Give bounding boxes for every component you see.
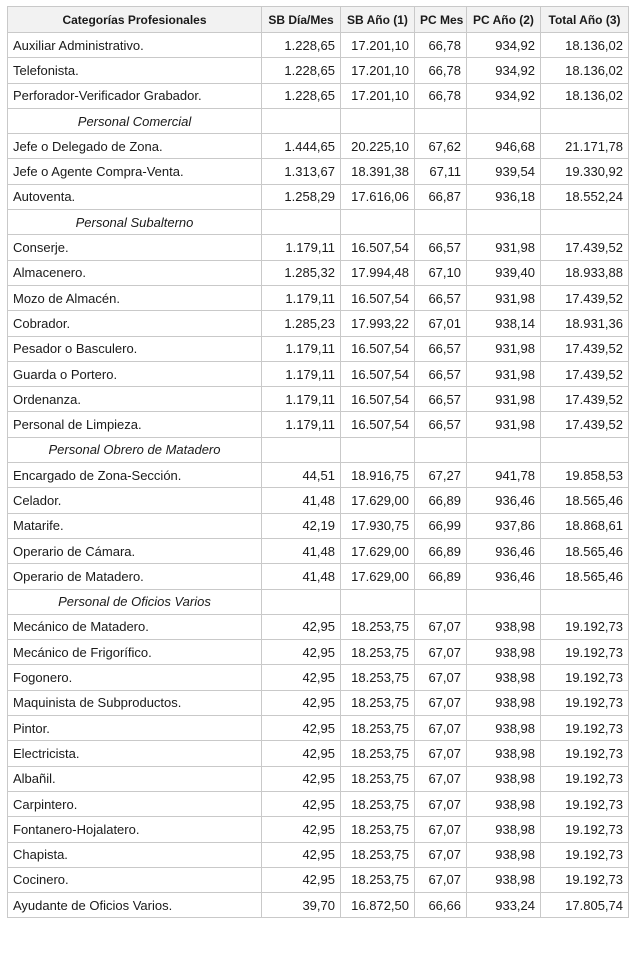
cell-categoria: Auxiliar Administrativo. <box>8 33 262 58</box>
cell-categoria: Operario de Matadero. <box>8 564 262 589</box>
cell-pc-mes: 66,57 <box>415 336 467 361</box>
cell-sb-dia-mes: 1.179,11 <box>262 235 341 260</box>
cell-sb-dia-mes: 1.179,11 <box>262 361 341 386</box>
cell-sb-ano: 18.253,75 <box>341 842 415 867</box>
cell-pc-mes: 67,07 <box>415 690 467 715</box>
cell-total-ano: 18.136,02 <box>541 58 629 83</box>
table-row <box>8 842 629 867</box>
cell-sb-dia-mes: 41,48 <box>262 488 341 513</box>
table-body <box>8 33 629 918</box>
cell-sb-dia-mes: 41,48 <box>262 564 341 589</box>
cell-sb-ano: 16.507,54 <box>341 235 415 260</box>
cell-pc-ano: 934,92 <box>467 58 541 83</box>
table-row <box>8 614 629 639</box>
cell-pc-ano: 938,98 <box>467 867 541 892</box>
table-row <box>8 463 629 488</box>
table-row <box>8 867 629 892</box>
cell-categoria: Autoventa. <box>8 184 262 209</box>
table-row <box>8 791 629 816</box>
cell-sb-dia-mes: 42,95 <box>262 640 341 665</box>
cell-total-ano: 17.439,52 <box>541 361 629 386</box>
cell-pc-mes: 66,89 <box>415 488 467 513</box>
cell-pc-ano: 938,98 <box>467 791 541 816</box>
cell-categoria: Maquinista de Subproductos. <box>8 690 262 715</box>
cell-categoria: Encargado de Zona-Sección. <box>8 463 262 488</box>
cell-pc-mes: 66,78 <box>415 83 467 108</box>
cell-total-ano: 18.933,88 <box>541 260 629 285</box>
cell-pc-ano: 933,24 <box>467 893 541 918</box>
cell-pc-ano: 938,98 <box>467 716 541 741</box>
header-row <box>8 7 629 33</box>
cell-sb-dia-mes: 1.228,65 <box>262 83 341 108</box>
table-row <box>8 893 629 918</box>
empty-cell <box>262 108 341 133</box>
cell-categoria: Personal de Limpieza. <box>8 412 262 437</box>
cell-total-ano: 19.192,73 <box>541 766 629 791</box>
cell-sb-dia-mes: 1.179,11 <box>262 336 341 361</box>
cell-pc-ano: 946,68 <box>467 134 541 159</box>
cell-categoria: Ordenanza. <box>8 387 262 412</box>
cell-categoria: Ayudante de Oficios Varios. <box>8 893 262 918</box>
table-row <box>8 235 629 260</box>
salary-table <box>7 6 629 918</box>
cell-categoria: Fontanero-Hojalatero. <box>8 817 262 842</box>
cell-sb-dia-mes: 1.313,67 <box>262 159 341 184</box>
table-row <box>8 260 629 285</box>
cell-categoria: Telefonista. <box>8 58 262 83</box>
cell-sb-dia-mes: 44,51 <box>262 463 341 488</box>
empty-cell <box>341 108 415 133</box>
cell-sb-dia-mes: 42,95 <box>262 867 341 892</box>
table-header <box>8 7 629 33</box>
cell-sb-dia-mes: 1.285,23 <box>262 311 341 336</box>
cell-total-ano: 19.192,73 <box>541 665 629 690</box>
cell-categoria: Guarda o Portero. <box>8 361 262 386</box>
cell-pc-mes: 66,57 <box>415 285 467 310</box>
cell-pc-ano: 938,98 <box>467 614 541 639</box>
cell-total-ano: 18.136,02 <box>541 33 629 58</box>
cell-categoria: Jefe o Agente Compra-Venta. <box>8 159 262 184</box>
cell-sb-dia-mes: 42,95 <box>262 614 341 639</box>
cell-pc-ano: 939,54 <box>467 159 541 184</box>
cell-sb-ano: 17.201,10 <box>341 33 415 58</box>
cell-total-ano: 18.565,46 <box>541 564 629 589</box>
cell-sb-ano: 17.201,10 <box>341 83 415 108</box>
cell-sb-dia-mes: 1.444,65 <box>262 134 341 159</box>
cell-sb-ano: 16.507,54 <box>341 387 415 412</box>
cell-pc-mes: 67,01 <box>415 311 467 336</box>
header-categorias: Categorías Profesionales <box>8 7 262 33</box>
empty-cell <box>541 589 629 614</box>
cell-categoria: Operario de Cámara. <box>8 538 262 563</box>
cell-pc-ano: 936,18 <box>467 184 541 209</box>
cell-sb-dia-mes: 1.179,11 <box>262 285 341 310</box>
cell-categoria: Mecánico de Matadero. <box>8 614 262 639</box>
cell-pc-mes: 67,07 <box>415 817 467 842</box>
cell-total-ano: 19.192,73 <box>541 791 629 816</box>
section-row <box>8 589 629 614</box>
cell-sb-dia-mes: 42,95 <box>262 665 341 690</box>
empty-cell <box>341 437 415 462</box>
cell-pc-ano: 931,98 <box>467 387 541 412</box>
table-row <box>8 564 629 589</box>
cell-pc-ano: 941,78 <box>467 463 541 488</box>
cell-sb-ano: 18.253,75 <box>341 640 415 665</box>
cell-pc-mes: 67,07 <box>415 665 467 690</box>
section-row <box>8 108 629 133</box>
cell-pc-mes: 66,78 <box>415 33 467 58</box>
cell-total-ano: 19.858,53 <box>541 463 629 488</box>
cell-total-ano: 17.439,52 <box>541 412 629 437</box>
cell-pc-mes: 66,57 <box>415 387 467 412</box>
empty-cell <box>541 210 629 235</box>
cell-pc-mes: 67,07 <box>415 614 467 639</box>
cell-total-ano: 18.931,36 <box>541 311 629 336</box>
cell-categoria: Mecánico de Frigorífico. <box>8 640 262 665</box>
cell-pc-ano: 938,98 <box>467 690 541 715</box>
cell-sb-dia-mes: 42,95 <box>262 741 341 766</box>
table-row <box>8 134 629 159</box>
cell-total-ano: 19.192,73 <box>541 640 629 665</box>
cell-sb-ano: 17.930,75 <box>341 513 415 538</box>
cell-pc-mes: 66,78 <box>415 58 467 83</box>
cell-sb-ano: 18.391,38 <box>341 159 415 184</box>
cell-sb-ano: 18.253,75 <box>341 690 415 715</box>
empty-cell <box>415 108 467 133</box>
cell-categoria: Perforador-Verificador Grabador. <box>8 83 262 108</box>
cell-pc-mes: 67,07 <box>415 766 467 791</box>
cell-pc-mes: 67,07 <box>415 842 467 867</box>
cell-pc-ano: 938,14 <box>467 311 541 336</box>
table-row <box>8 665 629 690</box>
cell-pc-ano: 937,86 <box>467 513 541 538</box>
table-row <box>8 184 629 209</box>
header-pc-mes: PC Mes <box>415 7 467 33</box>
cell-categoria: Conserje. <box>8 235 262 260</box>
cell-pc-ano: 936,46 <box>467 564 541 589</box>
table-row <box>8 336 629 361</box>
empty-cell <box>467 437 541 462</box>
cell-pc-ano: 931,98 <box>467 285 541 310</box>
cell-total-ano: 18.565,46 <box>541 538 629 563</box>
cell-sb-ano: 18.253,75 <box>341 665 415 690</box>
empty-cell <box>262 210 341 235</box>
cell-pc-ano: 931,98 <box>467 235 541 260</box>
section-label: Personal Obrero de Matadero <box>8 437 262 462</box>
cell-categoria: Pintor. <box>8 716 262 741</box>
cell-pc-ano: 931,98 <box>467 336 541 361</box>
empty-cell <box>467 589 541 614</box>
cell-sb-ano: 16.507,54 <box>341 361 415 386</box>
cell-pc-ano: 934,92 <box>467 83 541 108</box>
cell-pc-mes: 67,11 <box>415 159 467 184</box>
cell-pc-mes: 67,10 <box>415 260 467 285</box>
cell-sb-dia-mes: 1.228,65 <box>262 58 341 83</box>
cell-sb-ano: 16.507,54 <box>341 336 415 361</box>
cell-categoria: Celador. <box>8 488 262 513</box>
cell-pc-ano: 938,98 <box>467 766 541 791</box>
cell-categoria: Jefe o Delegado de Zona. <box>8 134 262 159</box>
cell-sb-ano: 18.916,75 <box>341 463 415 488</box>
cell-sb-dia-mes: 1.228,65 <box>262 33 341 58</box>
cell-total-ano: 17.439,52 <box>541 235 629 260</box>
cell-sb-ano: 18.253,75 <box>341 716 415 741</box>
cell-total-ano: 18.565,46 <box>541 488 629 513</box>
table-row <box>8 159 629 184</box>
cell-pc-ano: 938,98 <box>467 842 541 867</box>
cell-total-ano: 17.805,74 <box>541 893 629 918</box>
cell-total-ano: 19.192,73 <box>541 716 629 741</box>
cell-sb-dia-mes: 42,95 <box>262 817 341 842</box>
cell-sb-dia-mes: 42,95 <box>262 766 341 791</box>
cell-sb-ano: 17.629,00 <box>341 564 415 589</box>
cell-categoria: Albañil. <box>8 766 262 791</box>
cell-categoria: Mozo de Almacén. <box>8 285 262 310</box>
cell-pc-ano: 936,46 <box>467 488 541 513</box>
cell-sb-ano: 18.253,75 <box>341 614 415 639</box>
cell-sb-dia-mes: 1.285,32 <box>262 260 341 285</box>
cell-pc-mes: 67,07 <box>415 716 467 741</box>
cell-pc-ano: 934,92 <box>467 33 541 58</box>
cell-sb-dia-mes: 42,19 <box>262 513 341 538</box>
cell-categoria: Cobrador. <box>8 311 262 336</box>
table-row <box>8 716 629 741</box>
cell-pc-mes: 67,62 <box>415 134 467 159</box>
cell-sb-ano: 18.253,75 <box>341 817 415 842</box>
empty-cell <box>467 210 541 235</box>
cell-sb-dia-mes: 41,48 <box>262 538 341 563</box>
cell-categoria: Cocinero. <box>8 867 262 892</box>
cell-total-ano: 19.192,73 <box>541 842 629 867</box>
cell-pc-mes: 66,89 <box>415 538 467 563</box>
cell-sb-ano: 18.253,75 <box>341 791 415 816</box>
cell-sb-ano: 17.629,00 <box>341 488 415 513</box>
cell-pc-mes: 67,07 <box>415 640 467 665</box>
cell-sb-dia-mes: 42,95 <box>262 842 341 867</box>
cell-sb-ano: 16.872,50 <box>341 893 415 918</box>
cell-total-ano: 19.192,73 <box>541 867 629 892</box>
cell-sb-dia-mes: 1.179,11 <box>262 387 341 412</box>
table-row <box>8 690 629 715</box>
table-row <box>8 817 629 842</box>
cell-pc-mes: 66,89 <box>415 564 467 589</box>
cell-total-ano: 17.439,52 <box>541 336 629 361</box>
cell-sb-ano: 17.993,22 <box>341 311 415 336</box>
cell-pc-mes: 67,07 <box>415 741 467 766</box>
header-sb-ano: SB Año (1) <box>341 7 415 33</box>
section-label: Personal de Oficios Varios <box>8 589 262 614</box>
empty-cell <box>467 108 541 133</box>
cell-categoria: Almacenero. <box>8 260 262 285</box>
cell-pc-mes: 66,66 <box>415 893 467 918</box>
empty-cell <box>415 210 467 235</box>
empty-cell <box>415 589 467 614</box>
header-sb-dia-mes: SB Día/Mes <box>262 7 341 33</box>
cell-categoria: Electricista. <box>8 741 262 766</box>
cell-sb-ano: 16.507,54 <box>341 285 415 310</box>
cell-sb-dia-mes: 42,95 <box>262 716 341 741</box>
header-total-ano: Total Año (3) <box>541 7 629 33</box>
table-row <box>8 766 629 791</box>
cell-sb-ano: 20.225,10 <box>341 134 415 159</box>
table-row <box>8 412 629 437</box>
cell-sb-ano: 18.253,75 <box>341 766 415 791</box>
cell-total-ano: 19.330,92 <box>541 159 629 184</box>
cell-pc-mes: 66,87 <box>415 184 467 209</box>
cell-sb-dia-mes: 39,70 <box>262 893 341 918</box>
cell-sb-ano: 18.253,75 <box>341 867 415 892</box>
table-row <box>8 488 629 513</box>
cell-pc-mes: 67,27 <box>415 463 467 488</box>
table-row <box>8 58 629 83</box>
cell-pc-ano: 931,98 <box>467 412 541 437</box>
cell-sb-dia-mes: 42,95 <box>262 690 341 715</box>
empty-cell <box>341 589 415 614</box>
cell-pc-mes: 66,57 <box>415 235 467 260</box>
empty-cell <box>541 437 629 462</box>
cell-total-ano: 21.171,78 <box>541 134 629 159</box>
cell-total-ano: 18.552,24 <box>541 184 629 209</box>
cell-pc-ano: 938,98 <box>467 665 541 690</box>
cell-pc-mes: 66,57 <box>415 412 467 437</box>
cell-sb-ano: 17.629,00 <box>341 538 415 563</box>
table-row <box>8 361 629 386</box>
cell-total-ano: 17.439,52 <box>541 285 629 310</box>
cell-pc-ano: 939,40 <box>467 260 541 285</box>
cell-sb-dia-mes: 1.258,29 <box>262 184 341 209</box>
table-row <box>8 513 629 538</box>
empty-cell <box>262 437 341 462</box>
empty-cell <box>341 210 415 235</box>
table-row <box>8 83 629 108</box>
cell-sb-dia-mes: 1.179,11 <box>262 412 341 437</box>
table-row <box>8 387 629 412</box>
table-row <box>8 33 629 58</box>
cell-pc-ano: 936,46 <box>467 538 541 563</box>
cell-categoria: Carpintero. <box>8 791 262 816</box>
section-label: Personal Comercial <box>8 108 262 133</box>
cell-sb-ano: 16.507,54 <box>341 412 415 437</box>
table-row <box>8 285 629 310</box>
cell-total-ano: 18.868,61 <box>541 513 629 538</box>
cell-sb-ano: 18.253,75 <box>341 741 415 766</box>
empty-cell <box>415 437 467 462</box>
cell-total-ano: 19.192,73 <box>541 817 629 842</box>
table-row <box>8 741 629 766</box>
section-row <box>8 437 629 462</box>
cell-categoria: Pesador o Basculero. <box>8 336 262 361</box>
cell-sb-ano: 17.616,06 <box>341 184 415 209</box>
header-pc-ano: PC Año (2) <box>467 7 541 33</box>
cell-pc-mes: 67,07 <box>415 791 467 816</box>
cell-categoria: Fogonero. <box>8 665 262 690</box>
section-row <box>8 210 629 235</box>
cell-total-ano: 19.192,73 <box>541 614 629 639</box>
cell-pc-mes: 66,99 <box>415 513 467 538</box>
cell-sb-ano: 17.994,48 <box>341 260 415 285</box>
cell-pc-ano: 938,98 <box>467 741 541 766</box>
cell-total-ano: 19.192,73 <box>541 690 629 715</box>
table-row <box>8 640 629 665</box>
cell-pc-ano: 938,98 <box>467 817 541 842</box>
empty-cell <box>541 108 629 133</box>
cell-pc-mes: 67,07 <box>415 867 467 892</box>
section-label: Personal Subalterno <box>8 210 262 235</box>
cell-sb-ano: 17.201,10 <box>341 58 415 83</box>
cell-total-ano: 19.192,73 <box>541 741 629 766</box>
cell-total-ano: 17.439,52 <box>541 387 629 412</box>
cell-pc-mes: 66,57 <box>415 361 467 386</box>
cell-sb-dia-mes: 42,95 <box>262 791 341 816</box>
empty-cell <box>262 589 341 614</box>
cell-categoria: Matarife. <box>8 513 262 538</box>
table-row <box>8 311 629 336</box>
table-row <box>8 538 629 563</box>
cell-pc-ano: 931,98 <box>467 361 541 386</box>
cell-total-ano: 18.136,02 <box>541 83 629 108</box>
cell-categoria: Chapista. <box>8 842 262 867</box>
cell-pc-ano: 938,98 <box>467 640 541 665</box>
